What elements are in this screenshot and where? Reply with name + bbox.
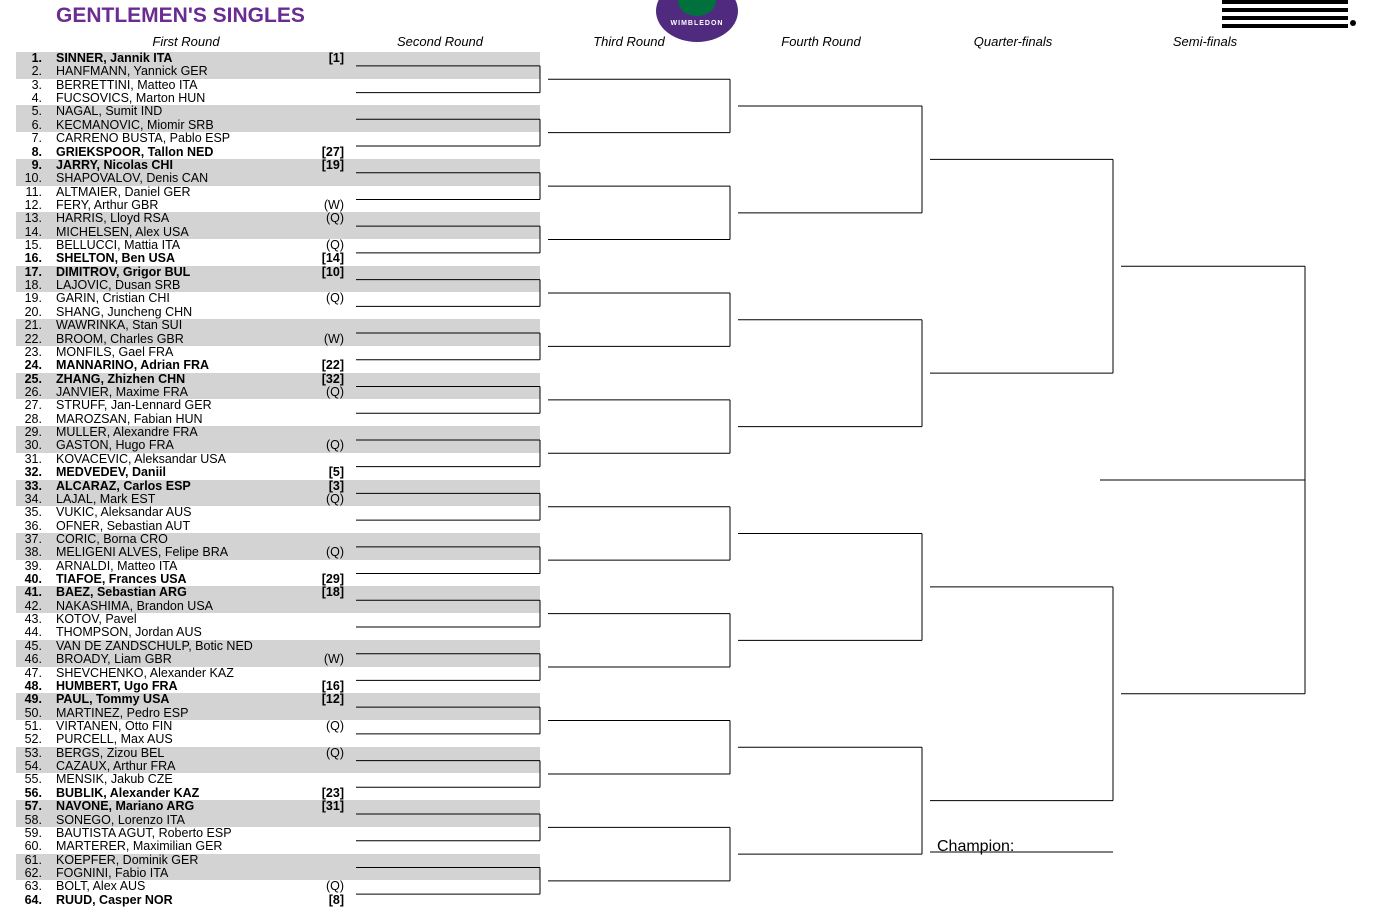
player-name: SHEVCHENKO, Alexander KAZ [56, 665, 234, 680]
player-seed: [22] [321, 358, 344, 373]
player-number: 56. [24, 785, 42, 800]
player-number: 45. [24, 638, 42, 653]
player-name: MANNARINO, Adrian FRA [56, 358, 210, 373]
player-number: 28. [24, 411, 42, 426]
round-header-second: Second Round [396, 34, 484, 49]
player-number: 36. [24, 518, 42, 533]
player-name: PURCELL, Max AUS [56, 732, 173, 747]
player-number: 21. [24, 318, 42, 333]
player-name: BAUTISTA AGUT, Roberto ESP [56, 825, 232, 840]
player-seed: (Q) [325, 211, 344, 226]
player-number: 54. [24, 759, 42, 774]
player-name: SONEGO, Lorenzo ITA [56, 812, 185, 827]
player-number: 16. [24, 251, 42, 266]
player-number: 7. [31, 131, 42, 146]
player-number: 37. [24, 531, 42, 546]
player-name: FUCSOVICS, Marton HUN [56, 91, 206, 106]
player-name: STRUFF, Jan-Lennard GER [56, 398, 212, 413]
player-name: BERRETTINI, Matteo ITA [56, 77, 198, 92]
player-number: 11. [25, 184, 42, 199]
player-number: 4. [31, 91, 42, 106]
player-seed: [29] [321, 572, 344, 587]
player-name: MELIGENI ALVES, Felipe BRA [56, 545, 229, 560]
player-number: 35. [24, 505, 42, 520]
player-number: 23. [24, 344, 42, 359]
player-number: 52. [24, 732, 42, 747]
player-name: MEDVEDEV, Daniil [56, 465, 166, 480]
player-number: 55. [24, 772, 42, 787]
player-number: 19. [24, 291, 42, 306]
player-seed: [18] [321, 585, 344, 600]
player-number: 30. [24, 438, 42, 453]
player-number: 20. [24, 304, 42, 319]
player-name: BROADY, Liam GBR [56, 652, 172, 667]
player-number: 62. [24, 865, 42, 880]
player-name: NAKASHIMA, Brandon USA [56, 598, 214, 613]
player-name: VUKIC, Aleksandar AUS [56, 505, 192, 520]
player-name: SHELTON, Ben USA [56, 251, 175, 266]
logo-text: WIMBLEDON [670, 20, 724, 27]
player-name: ARNALDI, Matteo ITA [56, 558, 178, 573]
player-number: 12. [24, 197, 42, 212]
round-header-quarterfinals: Quarter-finals [973, 34, 1053, 49]
player-number: 15. [24, 238, 42, 253]
player-number: 44. [24, 625, 42, 640]
player-name: RUUD, Casper NOR [56, 892, 173, 907]
player-seed: (Q) [325, 745, 344, 760]
player-seed: [1] [328, 51, 344, 65]
player-number: 51. [24, 719, 42, 733]
player-number: 10. [24, 171, 42, 186]
player-name: LAJAL, Mark EST [56, 491, 156, 506]
player-name: BELLUCCI, Mattia ITA [56, 238, 181, 253]
player-number: 9. [31, 157, 42, 172]
player-name: MULLER, Alexandre FRA [56, 425, 198, 440]
player-name: BROOM, Charles GBR [56, 331, 184, 346]
player-number: 14. [24, 224, 42, 239]
player-seed: [5] [328, 465, 344, 480]
player-name: BUBLIK, Alexander KAZ [56, 785, 200, 800]
round-header-fourth: Fourth Round [781, 34, 861, 49]
player-seed: [3] [328, 478, 344, 493]
player-name: KOTOV, Pavel [56, 612, 137, 627]
player-name: FOGNINI, Fabio ITA [56, 865, 169, 880]
player-seed: [23] [321, 785, 344, 800]
player-number: 13. [24, 211, 42, 226]
player-number: 26. [24, 385, 42, 399]
player-seed: (Q) [325, 385, 344, 399]
round-header-third: Third Round [593, 34, 665, 49]
player-number: 17. [24, 264, 42, 279]
player-number: 39. [24, 558, 42, 573]
player-name: ALTMAIER, Daniel GER [56, 184, 191, 199]
player-number: 29. [24, 425, 42, 440]
player-number: 49. [24, 692, 42, 707]
player-name: KOEPFER, Dominik GER [56, 852, 199, 867]
player-name: SINNER, Jannik ITA [56, 51, 173, 65]
player-number: 40. [24, 572, 42, 587]
player-number: 50. [24, 705, 42, 720]
player-seed: [19] [321, 157, 344, 172]
player-name: GASTON, Hugo FRA [56, 438, 174, 453]
player-seed: (W) [323, 652, 344, 667]
player-name: MENSIK, Jakub CZE [56, 772, 173, 787]
player-name: NAGAL, Sumit IND [56, 104, 163, 119]
player-name: HANFMANN, Yannick GER [56, 64, 208, 79]
player-number: 24. [24, 358, 42, 373]
player-number: 25. [24, 371, 42, 386]
player-name: SHANG, Juncheng CHN [56, 304, 193, 319]
player-name: GRIEKSPOOR, Tallon NED [56, 144, 214, 159]
player-number: 3. [31, 77, 42, 92]
player-name: BERGS, Zizou BEL [56, 745, 165, 760]
player-seed: [14] [321, 251, 344, 266]
player-number: 57. [24, 799, 42, 814]
player-number: 33. [24, 478, 42, 493]
player-name: SHAPOVALOV, Denis CAN [56, 171, 209, 186]
player-seed: [10] [321, 264, 344, 279]
player-seed: (Q) [325, 719, 344, 733]
player-name: BOLT, Alex AUS [56, 879, 146, 894]
player-name: TIAFOE, Frances USA [56, 572, 187, 587]
player-name: GARIN, Cristian CHI [56, 291, 170, 306]
player-name: THOMPSON, Jordan AUS [56, 625, 202, 640]
player-name: MARTERER, Maximilian GER [56, 839, 223, 854]
player-seed: (Q) [325, 491, 344, 506]
player-name: JARRY, Nicolas CHI [56, 157, 173, 172]
player-seed: (Q) [325, 438, 344, 453]
player-name: VAN DE ZANDSCHULP, Botic NED [56, 638, 253, 653]
player-seed: (Q) [325, 291, 344, 306]
player-name: PAUL, Tommy USA [56, 692, 170, 707]
player-name: JANVIER, Maxime FRA [56, 385, 188, 399]
round-header-first: First Round [152, 34, 220, 49]
player-name: HUMBERT, Ugo FRA [56, 678, 178, 693]
player-number: 32. [24, 465, 42, 480]
player-number: 64. [24, 892, 42, 907]
player-seed: [32] [321, 371, 344, 386]
player-number: 59. [24, 825, 42, 840]
page-title: GENTLEMEN'S SINGLES [56, 4, 305, 27]
player-number: 5. [31, 104, 42, 119]
player-name: VIRTANEN, Otto FIN [56, 719, 173, 733]
player-number: 58. [24, 812, 42, 827]
player-number: 48. [24, 678, 42, 693]
player-seed: [12] [321, 692, 344, 707]
player-name: ALCARAZ, Carlos ESP [56, 478, 191, 493]
player-name: HARRIS, Lloyd RSA [56, 211, 170, 226]
player-number: 61. [24, 852, 42, 867]
player-number: 22. [24, 331, 42, 346]
player-seed: (Q) [325, 879, 344, 894]
player-name: DIMITROV, Grigor BUL [56, 264, 191, 279]
player-name: BAEZ, Sebastian ARG [56, 585, 187, 600]
player-number: 6. [31, 117, 42, 132]
player-number: 18. [24, 278, 42, 293]
player-seed: (Q) [325, 238, 344, 253]
player-seed: [8] [328, 892, 344, 907]
player-number: 43. [24, 612, 42, 627]
player-number: 2. [31, 64, 42, 79]
player-number: 38. [24, 545, 42, 560]
player-number: 41. [24, 585, 42, 600]
player-name: MICHELSEN, Alex USA [56, 224, 189, 239]
player-name: KECMANOVIC, Miomir SRB [56, 117, 214, 132]
player-name: FERY, Arthur GBR [56, 197, 159, 212]
player-name: KOVACEVIC, Aleksandar USA [56, 451, 226, 466]
player-number: 42. [24, 598, 42, 613]
player-name: CORIC, Borna CRO [56, 531, 168, 546]
champion-label: Champion: [937, 838, 1015, 855]
player-seed: [31] [321, 799, 344, 814]
player-name: WAWRINKA, Stan SUI [56, 318, 183, 333]
round-header-semifinals: Semi-finals [1172, 34, 1238, 49]
player-number: 53. [24, 745, 42, 760]
player-number: 60. [24, 839, 42, 854]
player-number: 47. [24, 665, 42, 680]
player-name: OFNER, Sebastian AUT [56, 518, 191, 533]
player-name: NAVONE, Mariano ARG [56, 799, 195, 814]
player-seed: [27] [321, 144, 344, 159]
player-number: 8. [31, 144, 42, 159]
player-name: CARRENO BUSTA, Pablo ESP [56, 131, 231, 146]
player-seed: (W) [323, 331, 344, 346]
player-seed: (W) [323, 197, 344, 212]
player-seed: [16] [321, 678, 344, 693]
player-name: MONFILS, Gael FRA [56, 344, 174, 359]
player-name: ZHANG, Zhizhen CHN [56, 371, 186, 386]
player-number: 63. [24, 879, 42, 894]
player-number: 31. [24, 451, 42, 466]
player-name: CAZAUX, Arthur FRA [56, 759, 176, 774]
player-number: 27. [24, 398, 42, 413]
player-name: MAROZSAN, Fabian HUN [56, 411, 203, 426]
player-name: LAJOVIC, Dusan SRB [56, 278, 181, 293]
player-seed: (Q) [325, 545, 344, 560]
player-name: MARTINEZ, Pedro ESP [56, 705, 189, 720]
player-number: 1. [31, 51, 42, 65]
player-number: 46. [24, 652, 42, 667]
player-number: 34. [24, 491, 42, 506]
